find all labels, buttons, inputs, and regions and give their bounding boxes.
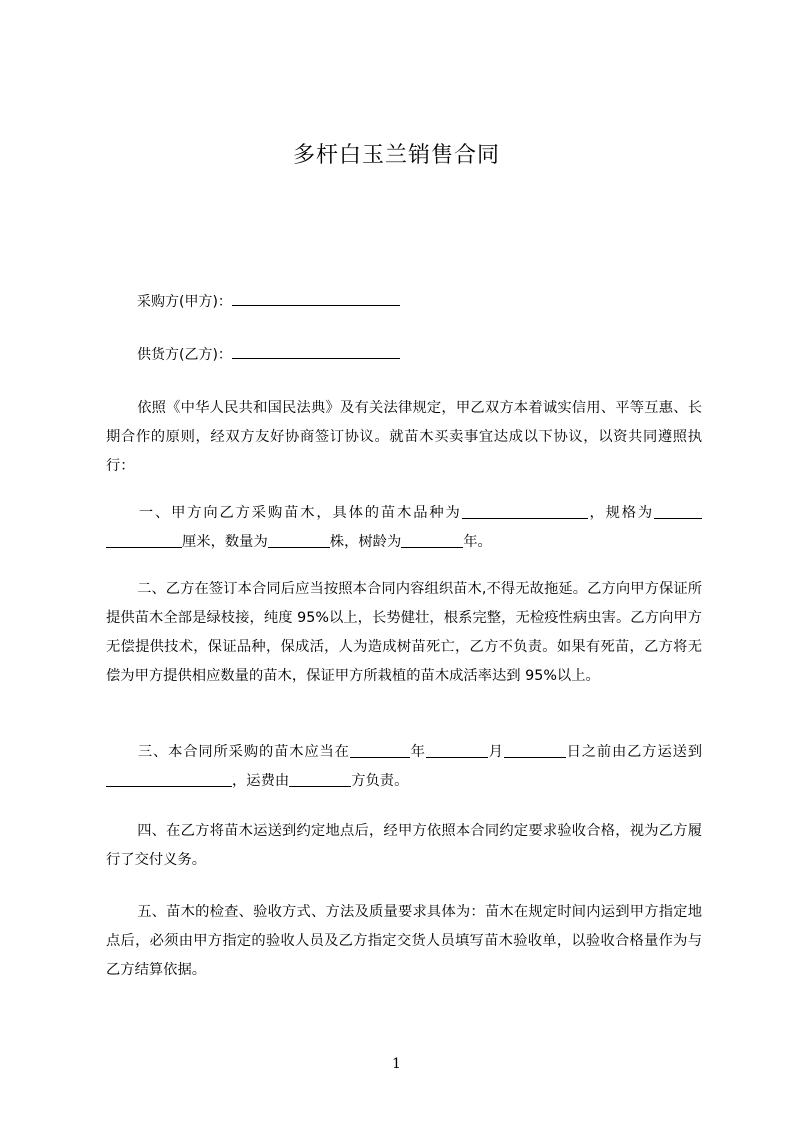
document-title: 多杆白玉兰销售合同 [292, 143, 500, 168]
clause-3-text-a: 三、本合同所采购的苗木应当在 [137, 744, 350, 760]
clause-3 [106, 738, 702, 796]
clause-5-text: 五、苗木的检查、验收方式、方法及质量要求具体为：苗木在规定时间内运到甲方指定地点后，必须由甲方指定的验收人员及乙方指定交货人员填写苗木验收单，以验收合格量作为与乙方结算依据。 [106, 904, 702, 978]
clause-1-text-a: 一、甲方向乙方采购苗木，具体的苗木品种为 [137, 505, 462, 521]
seller-label: 供货方(乙方)： [137, 347, 232, 363]
variety-blank [462, 504, 588, 519]
freight-party-blank [289, 772, 351, 787]
quantity-blank [268, 533, 330, 548]
spec-blank-a [654, 504, 702, 519]
clause-3-text-f: 方负责。 [351, 773, 409, 789]
age-blank [401, 533, 463, 548]
clause-4 [106, 817, 702, 875]
month-blank [426, 743, 488, 758]
seller-blank [232, 343, 400, 359]
clause-4-text: 四、在乙方将苗木运送到约定地点后，经甲方依照本合同约定要求验收合格，视为乙方履行了交付义务。 [106, 823, 702, 868]
destination-blank [106, 772, 232, 787]
page-number: 1 [392, 1056, 401, 1072]
year-blank [350, 743, 410, 758]
intro-paragraph [106, 394, 702, 481]
day-blank [504, 743, 566, 758]
clause-1-text-e: 年。 [463, 534, 492, 550]
clause-1-text-b: ，规格为 [587, 505, 655, 521]
clause-3-text-b: 年 [409, 744, 426, 760]
clause-3-text-c: 月 [487, 744, 504, 760]
spec-blank-b [106, 533, 182, 548]
seller-field [137, 343, 400, 365]
buyer-label: 采购方(甲方)： [137, 294, 232, 310]
clause-1 [106, 499, 702, 557]
clause-1-text-d: 株，树龄为 [329, 534, 402, 550]
clause-5 [106, 898, 702, 985]
clause-3-text-e: ，运费由 [232, 773, 290, 789]
clause-1-text-c: 厘米，数量为 [182, 534, 268, 550]
buyer-blank [232, 290, 400, 306]
intro-text: 依照《中华人民共和国民法典》及有关法律规定，甲乙双方本着诚实信用、平等互惠、长期合作的原则，经双方友好协商签订协议。就苗木买卖事宜达成以下协议，以资共同遵照执行： [106, 400, 702, 474]
buyer-field [137, 290, 400, 312]
clause-3-text-d: 日之前由乙方运送到 [565, 744, 703, 760]
clause-2-text: 二、乙方在签订本合同后应当按照本合同内容组织苗木,不得无故拖延。乙方向甲方保证所提供苗木全部是绿枝接，纯度 95%以上，长势健壮，根系完整，无检疫性病虫害。乙方向甲方无偿提供技术，保证品种，保成活，人为造成树苗死亡，乙方不负责。如果有死苗，乙方将无偿为甲方提供相应数量的苗木，保证甲方所栽植的苗木成活率达到 95%以上。 [106, 581, 702, 684]
clause-2 [106, 575, 702, 691]
